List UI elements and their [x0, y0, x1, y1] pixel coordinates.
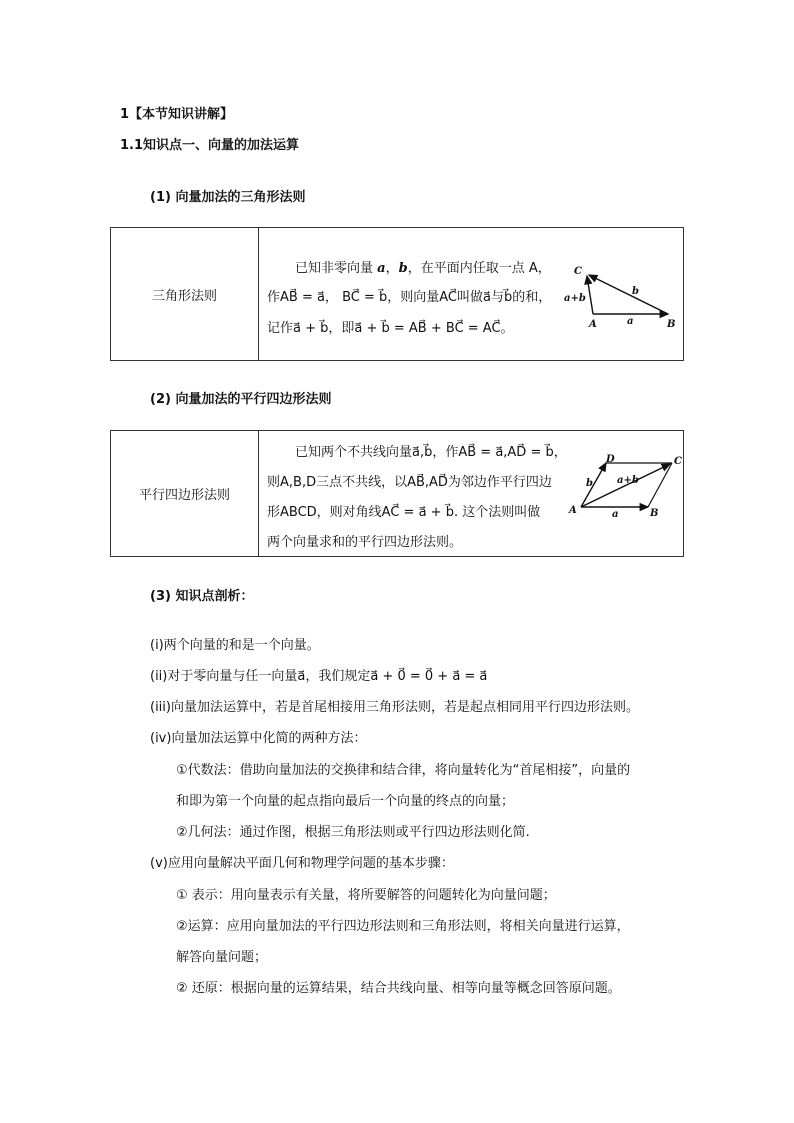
point-item: (v)应用向量解决平面几何和物理学问题的基本步骤： [150, 856, 454, 871]
parallelogram-rule-text-line4: 两个向量求和的平行四边形法则。 [267, 535, 463, 550]
vector-b-label: b [586, 478, 593, 489]
triangle-rule-label: 三角形法则 [111, 228, 259, 360]
vector-sum-label: a+b [617, 475, 639, 486]
section-heading: 1【本节知识讲解】 [120, 107, 234, 122]
subsection-heading: 1.1知识点一、向量的加法运算 [120, 138, 300, 153]
triangle-rule-text-line2: 作AB⃗ = a⃗， BC⃗ = b⃗，则向量AC⃗叫做a⃗与b⃗的和， [267, 290, 552, 305]
parallelogram-diagram [566, 451, 686, 521]
parallelogram-rule-title: (2) 向量加法的平行四边形法则 [150, 392, 332, 407]
triangle-rule-table [110, 227, 684, 361]
vector-a-label: a [627, 316, 634, 327]
point-c-label: C [574, 266, 582, 277]
triangle-rule-title: (1) 向量加法的三角形法则 [150, 190, 306, 205]
vector-b-label: b [632, 286, 639, 297]
vector-a-label: a [612, 509, 619, 520]
point-item: ①代数法：借助向量加法的交换律和结合律，将向量转化为“首尾相接”，向量的 [176, 763, 631, 778]
triangle-diagram [563, 258, 681, 334]
point-item: 和即为第一个向量的起点指向最后一个向量的终点的向量； [176, 794, 515, 809]
parallelogram-rule-label: 平行四边形法则 [111, 431, 259, 556]
point-item: (i)两个向量的和是一个向量。 [150, 638, 320, 653]
vector-sum-label: a+b [564, 293, 586, 304]
parallelogram-rule-text-line1: 已知两个不共线向量a⃗,b⃗，作AB⃗ = a⃗,AD⃗ = b⃗， [295, 445, 567, 460]
triangle-rule-text-line3: 记作a⃗ + b⃗，即a⃗ + b⃗ = AB⃗ + BC⃗ = AC⃗。 [267, 321, 514, 336]
point-item: ② 还原：根据向量的运算结果，结合共线向量、相等向量等概念回答原问题。 [176, 981, 621, 996]
point-item: (ii)对于零向量与任一向量a⃗，我们规定a⃗ + 0⃗ = 0⃗ + a⃗ = a⃗ [150, 669, 488, 684]
point-b-label: B [650, 508, 659, 519]
point-item: ① 表示：用向量表示有关量，将所要解答的问题转化为向量问题； [176, 888, 556, 903]
vector-sum-line [587, 276, 593, 314]
point-item: (iv)向量加法运算中化简的两种方法： [150, 731, 367, 746]
point-a-label: A [589, 319, 597, 330]
vector-b-line [589, 275, 668, 314]
analysis-title: (3) 知识点剖析： [150, 589, 254, 604]
point-item: ②几何法：通过作图，根据三角形法则或平行四边形法则化简. [176, 825, 530, 840]
point-c-label: C [674, 456, 682, 467]
point-b-label: B [667, 319, 676, 330]
triangle-rule-text-line1: 已知非零向量 a，b，在平面内任取一点 A， [295, 261, 551, 276]
point-a-label: A [569, 505, 577, 516]
point-d-label: D [606, 454, 615, 465]
parallelogram-rule-text-line3: 形ABCD，则对角线AC⃗ = a⃗ + b⃗. 这个法则叫做 [267, 505, 541, 520]
point-item: (iii)向量加法运算中，若是首尾相接用三角形法则，若是起点相同用平行四边形法则。 [150, 700, 639, 715]
point-item: 解答向量问题； [176, 950, 268, 965]
parallelogram-rule-text-line2: 则A,B,D三点不共线，以AB⃗,AD⃗为邻边作平行四边 [267, 475, 552, 490]
point-item: ②运算：应用向量加法的平行四边形法则和三角形法则，将相关向量进行运算， [176, 919, 630, 934]
parallelogram-rule-table [110, 430, 684, 557]
